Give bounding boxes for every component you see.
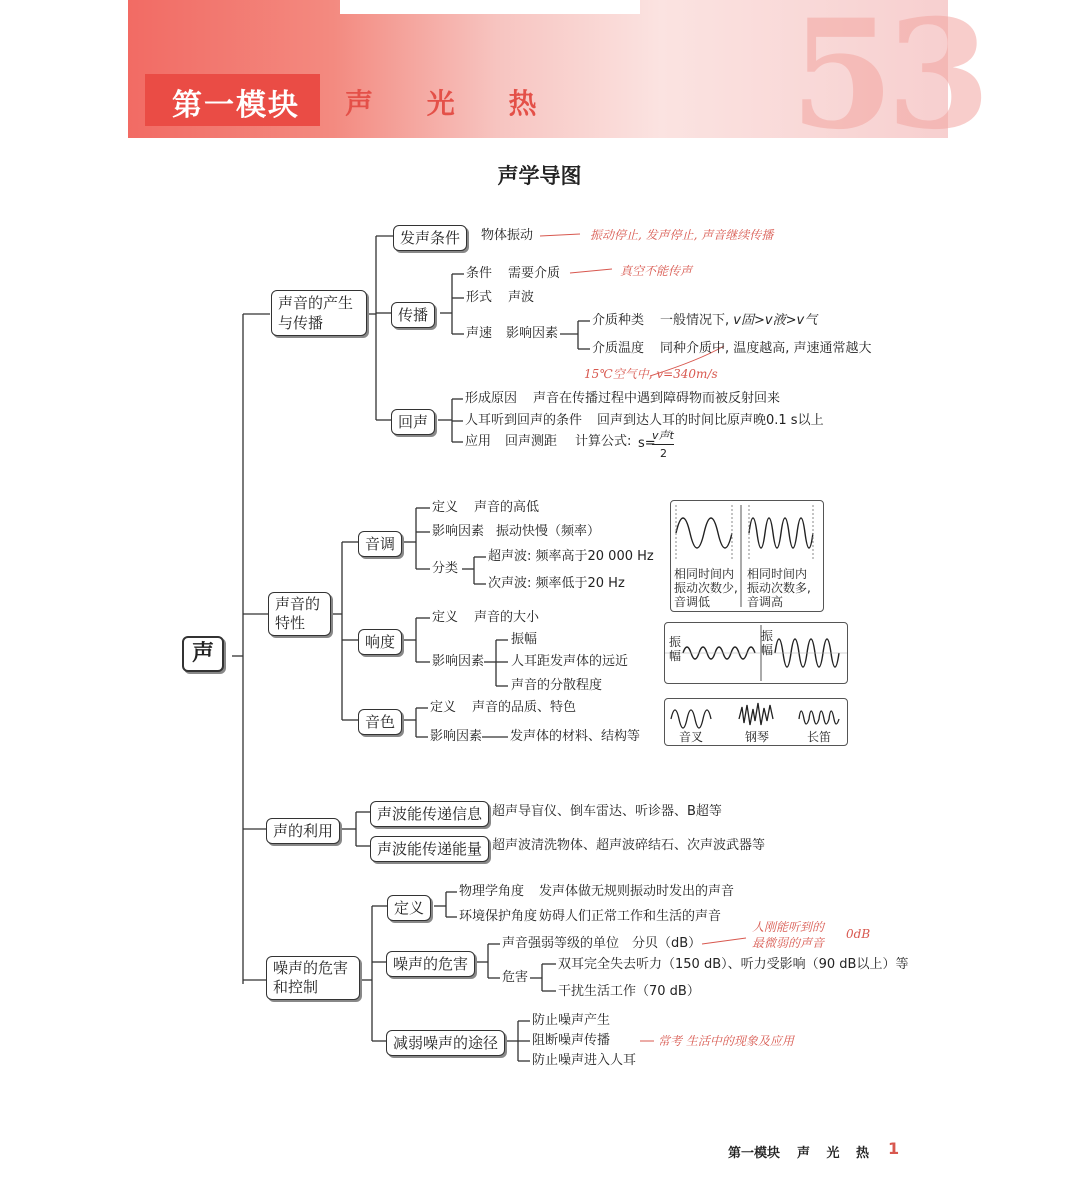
noise-env-key: 环境保护角度 [459,909,538,924]
node-propagation: 传播 [391,302,435,328]
instrument-piano: 钢琴 [745,730,770,744]
node-energy: 声波能传递能量 [370,836,489,862]
v-liquid: v液 [764,313,786,328]
prop-cond-value: 需要介质 [508,266,561,281]
timbre-factor-key: 影响因素 [430,729,483,744]
node-uses: 声的利用 [266,818,340,844]
pitch-factor-value: 振动快慢（频率） [496,524,601,539]
medium-type-key: 介质种类 [592,313,645,328]
echo-app-value: 回声测距 [505,434,558,449]
medium-type-general: 一般情况下, [660,313,730,328]
note-threshold-1: 人刚能听到的 [752,920,825,934]
note-threshold-2: 最微弱的声音 [752,936,825,950]
amp-label-left-2: 幅 [669,649,682,663]
loudness-factor-key: 影响因素 [432,654,485,669]
pitch-factor-key: 影响因素 [432,524,485,539]
pitch-def-value: 声音的高低 [474,500,540,515]
pitch-low-caption-1: 相同时间内 [674,567,735,581]
page-number: 1 [888,1139,900,1158]
amp-label-right-1: 振 [761,629,774,643]
node-noise-reduce: 减弱噪声的途径 [386,1030,505,1056]
node-production-line2: 与传播 [278,314,324,332]
node-production-line1: 声音的产生 [278,294,354,312]
note-vacuum: 真空不能传声 [620,264,693,278]
v-solid: v固 [733,313,754,328]
noise-reduce-1: 防止噪声产生 [532,1013,611,1028]
note-340: 15℃空气中, v=340m/s [584,367,718,381]
timbre-def-value: 声音的品质、特色 [472,700,577,715]
echo-formula-lhs: s= [638,436,656,451]
node-noise [266,956,360,1000]
pitch-high-caption-2: 振动次数多, [747,581,811,595]
instrument-tuning-fork: 音叉 [679,730,704,744]
node-timbre: 音色 [358,709,402,735]
medium-type-value [660,313,817,329]
noise-harm-1: 双耳完全失去听力（150 dB）、听力受影响（90 dB以上）等 [558,957,909,972]
pitch-low-caption-3: 音调低 [674,595,711,609]
pitch-high-caption-3: 音调高 [747,595,784,609]
prop-form-value: 声波 [508,290,535,305]
medium-temp-key: 介质温度 [592,341,645,356]
info-text: 超声导盲仪、倒车雷达、听诊器、B超等 [492,804,722,819]
note-exam: 常考 生活中的现象及应用 [658,1034,794,1048]
node-noise-line2: 和控制 [273,978,319,996]
loudness-factor-2: 人耳距发声体的远近 [511,654,629,669]
timbre-def-key: 定义 [430,700,457,715]
prop-cond-key: 条件 [466,266,493,281]
pitch-class-key: 分类 [432,561,459,576]
prop-speed-factor: 影响因素 [506,326,559,341]
v-gas: v气 [796,313,818,328]
echo-formula-denominator: 2 [660,447,667,460]
medium-temp-value: 同种介质中, 温度越高, 声速通常越大 [660,341,872,356]
timbre-figure [664,698,848,746]
noise-reduce-3: 防止噪声进入人耳 [532,1053,637,1068]
root-node: 声 [182,636,224,672]
echo-app-key: 应用 [465,434,492,449]
node-noise-harm: 噪声的危害 [386,951,475,977]
noise-unit-value: 分贝（dB） [632,936,702,951]
pitch-figure [670,500,824,612]
pitch-ultrasonic: 超声波: 频率高于20 000 Hz [488,549,654,564]
echo-formula-numerator: v声t [652,428,674,445]
pitch-def-key: 定义 [432,500,459,515]
energy-text: 超声波清洗物体、超声波碎结石、次声波武器等 [492,838,766,853]
echo-formula-key: 计算公式: [575,434,632,449]
amp-label-right-2: 幅 [761,643,774,657]
node-sound-condition: 发声条件 [393,225,467,251]
noise-env-value: 妨碍人们正常工作和生活的声音 [539,909,722,924]
pitch-infrasonic: 次声波: 频率低于20 Hz [488,576,625,591]
footer-module: 第一模块 [728,1146,781,1161]
gt-sign-2: > [785,313,797,328]
loudness-def-value: 声音的大小 [474,610,540,625]
loudness-factor-3: 声音的分散程度 [511,678,603,693]
module-subject: 声 光 热 [345,87,559,120]
sound-condition-text: 物体振动 [481,228,534,243]
node-info: 声波能传递信息 [370,801,489,827]
timbre-factor-value: 发声体的材料、结构等 [510,729,641,744]
footer-subject: 声 光 热 [797,1146,876,1161]
module-title: 第一模块 [172,88,300,123]
node-production [271,290,367,336]
node-characteristics-line1: 声音的 [275,595,321,613]
noise-phys-value: 发声体做无规则振动时发出的声音 [539,884,735,899]
pitch-high-caption-1: 相同时间内 [747,567,808,581]
node-noise-line1: 噪声的危害 [273,959,349,977]
noise-reduce-2: 阻断噪声传播 [532,1033,611,1048]
decorative-number: 53 [790,0,983,163]
node-characteristics [268,592,331,636]
node-echo: 回声 [391,409,435,435]
gt-sign-1: > [753,313,765,328]
noise-harm-2: 干扰生活工作（70 dB） [558,984,700,999]
page-title: 声学导图 [497,164,582,188]
noise-harm-key: 危害 [502,970,529,985]
loudness-def-key: 定义 [432,610,459,625]
prop-speed-key: 声速 [466,326,493,341]
echo-cause-value: 声音在传播过程中遇到障碍物而被反射回来 [533,391,781,406]
note-vibration-stop: 振动停止, 发声停止, 声音继续传播 [590,228,774,242]
node-characteristics-line2: 特性 [275,614,306,632]
loudness-waves [665,623,847,683]
loudness-factor-1: 振幅 [511,632,538,647]
node-noise-def: 定义 [387,895,431,921]
prop-form-key: 形式 [466,290,493,305]
echo-cause-key: 形成原因 [465,391,518,406]
echo-cond-key: 人耳听到回声的条件 [465,413,583,428]
amp-label-left-1: 振 [669,635,682,649]
instrument-flute: 长笛 [807,730,832,744]
node-loudness: 响度 [358,629,402,655]
pitch-low-caption-2: 振动次数少, [674,581,738,595]
note-threshold-3: 0dB [846,927,871,941]
noise-phys-key: 物理学角度 [459,884,525,899]
node-pitch: 音调 [358,531,402,557]
echo-cond-value: 回声到达人耳的时间比原声晚0.1 s以上 [597,413,824,428]
loudness-figure [664,622,848,684]
noise-unit-key: 声音强弱等级的单位 [502,936,620,951]
